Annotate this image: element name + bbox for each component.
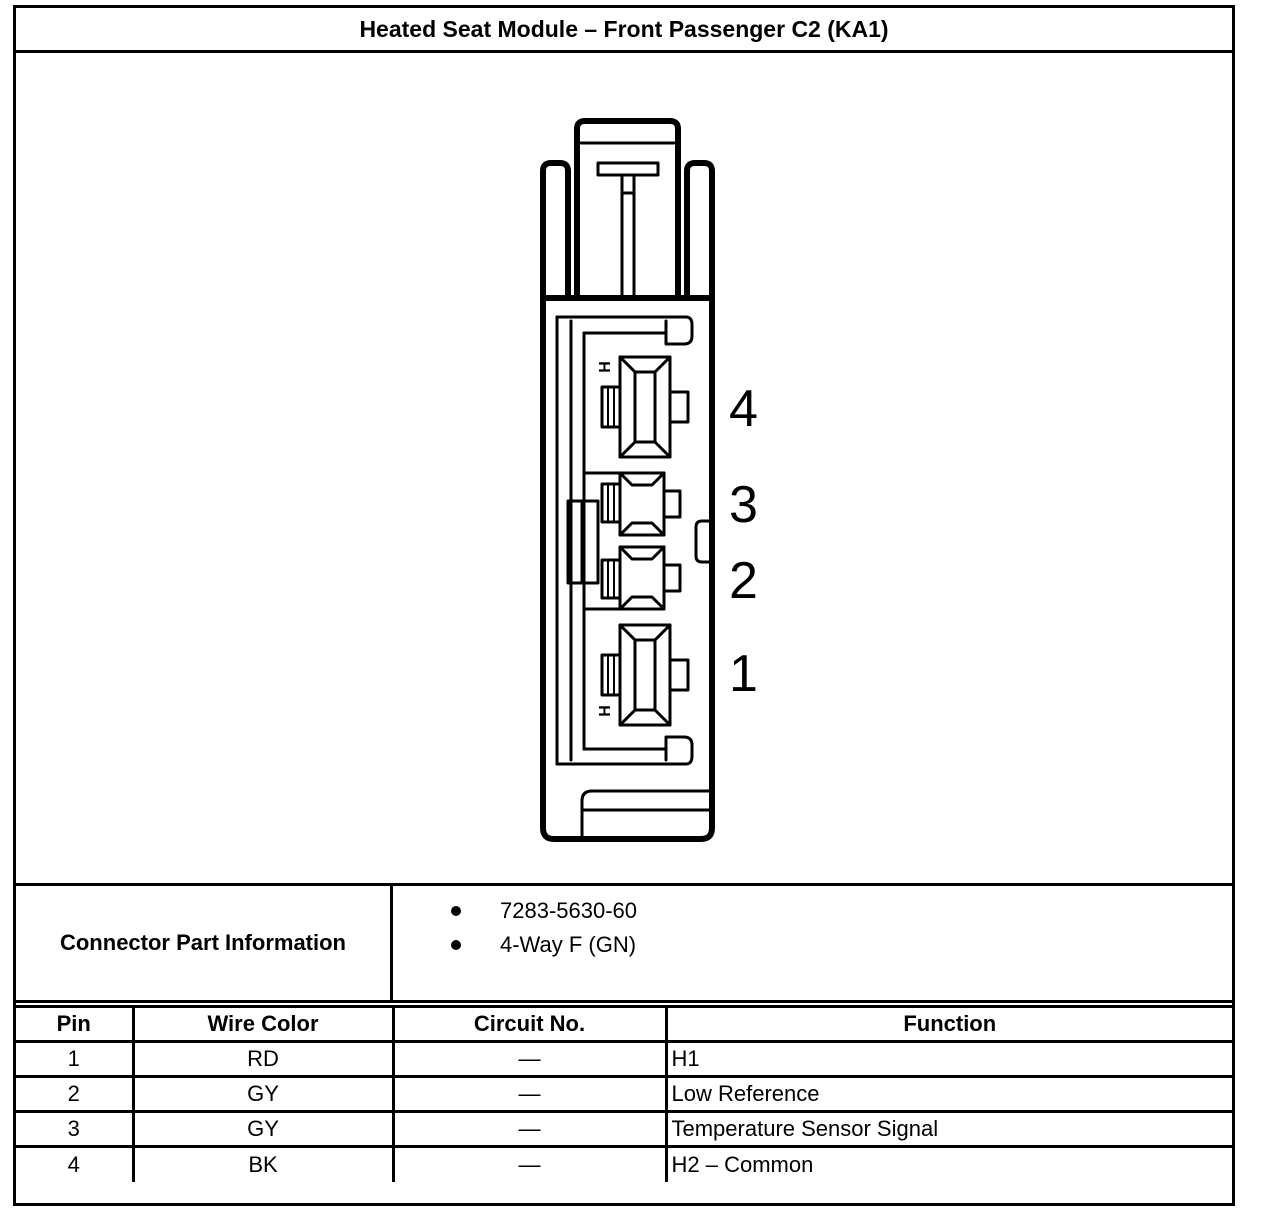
connector-part-number — [396, 894, 1226, 928]
wire-color-cell: GY — [133, 1077, 393, 1112]
page-title: Heated Seat Module – Front Passenger C2 (KA1) — [16, 8, 1232, 53]
function-cell: Temperature Sensor Signal — [666, 1112, 1232, 1147]
circuit-cell: — — [393, 1112, 666, 1147]
pin-label-3: 3 — [729, 476, 758, 534]
function-cell: H2 – Common — [666, 1147, 1232, 1182]
bullet-icon — [451, 906, 461, 916]
bullet-icon — [451, 940, 461, 950]
connector-diagram — [16, 53, 1232, 883]
header-wire-color: Wire Color — [133, 1007, 393, 1042]
wire-color-cell: BK — [133, 1147, 393, 1182]
connector-face-drawing — [16, 53, 1232, 883]
table-header-row — [16, 1007, 1232, 1042]
header-pin: Pin — [16, 1007, 133, 1042]
connector-info-label: Connector Part Information — [16, 886, 393, 1000]
circuit-cell: — — [393, 1147, 666, 1182]
wire-color-cell: GY — [133, 1112, 393, 1147]
pin-cell: 1 — [16, 1042, 133, 1077]
function-cell: H1 — [666, 1042, 1232, 1077]
header-circuit: Circuit No. — [393, 1007, 666, 1042]
table-row — [16, 1077, 1232, 1112]
cavity-mark-1: H — [597, 705, 614, 717]
circuit-cell: — — [393, 1042, 666, 1077]
circuit-cell: — — [393, 1077, 666, 1112]
connector-description-text: 4-Way F (GN) — [500, 932, 637, 957]
connector-info-list — [396, 894, 1226, 962]
connector-description — [396, 928, 1226, 962]
header-function: Function — [666, 1007, 1232, 1042]
pin-label-2: 2 — [729, 552, 758, 610]
connector-info-row — [16, 883, 1232, 1003]
table-row — [16, 1042, 1232, 1077]
wire-color-cell: RD — [133, 1042, 393, 1077]
pinout-sheet — [13, 5, 1235, 1206]
pin-cell: 4 — [16, 1147, 133, 1182]
pin-cell: 3 — [16, 1112, 133, 1147]
function-cell: Low Reference — [666, 1077, 1232, 1112]
table-row — [16, 1112, 1232, 1147]
pin-label-4: 4 — [729, 380, 758, 438]
pin-cell: 2 — [16, 1077, 133, 1112]
cavity-mark-4: H — [597, 361, 614, 373]
table-row — [16, 1147, 1232, 1182]
pin-table — [16, 1005, 1232, 1182]
connector-part-number-text: 7283-5630-60 — [500, 898, 638, 923]
pin-label-1: 1 — [729, 645, 758, 703]
